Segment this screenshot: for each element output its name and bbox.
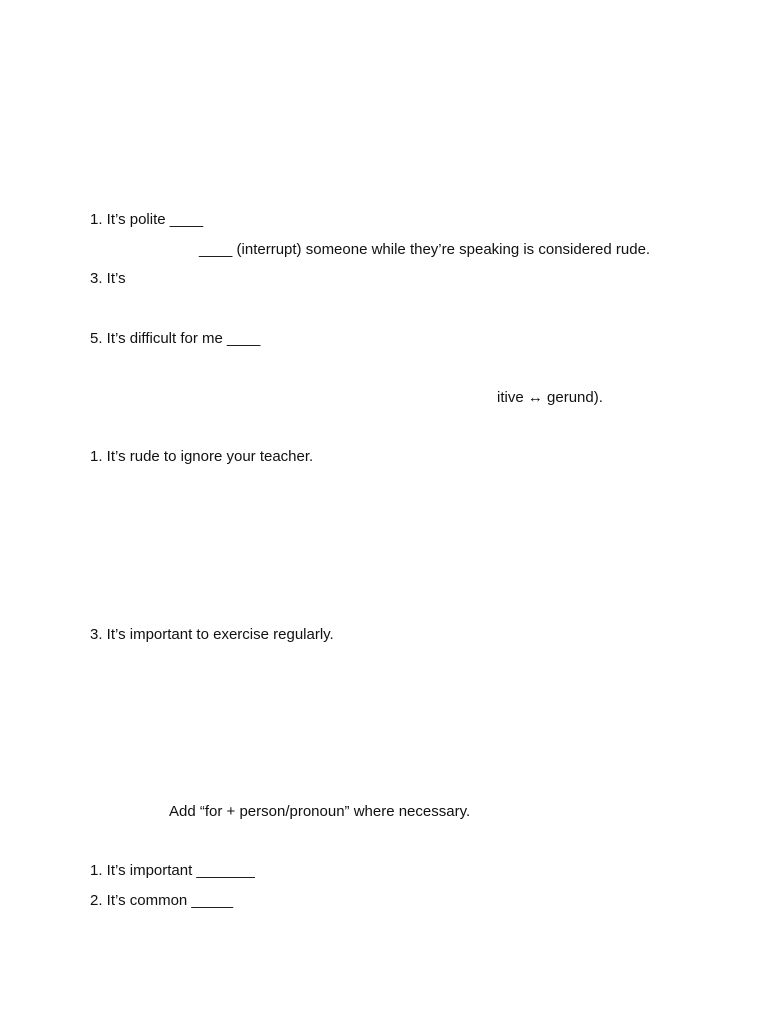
exercise-3-item-2: 2. It’s common _____	[90, 892, 234, 909]
exercise-3-instruction: Add “for + person/pronoun” where necessary.	[169, 803, 471, 820]
exercise-3-item-1: 1. It’s important _______	[90, 862, 255, 879]
exercise-1-item-1: 1. It’s polite ____	[90, 211, 204, 228]
exercise-2-instruction-fragment: itive ↔ gerund).	[497, 389, 603, 406]
exercise-2-item-1: 1. It’s rude to ignore your teacher.	[90, 448, 314, 465]
exercise-2-item-3: 3. It’s important to exercise regularly.	[90, 626, 334, 643]
exercise-1-item-3: 3. It’s	[90, 270, 126, 287]
exercise-1-item-2: ____ (interrupt) someone while they’re speaking is considered rude.	[199, 241, 651, 258]
exercise-1-item-5: 5. It’s difficult for me ____	[90, 330, 261, 347]
